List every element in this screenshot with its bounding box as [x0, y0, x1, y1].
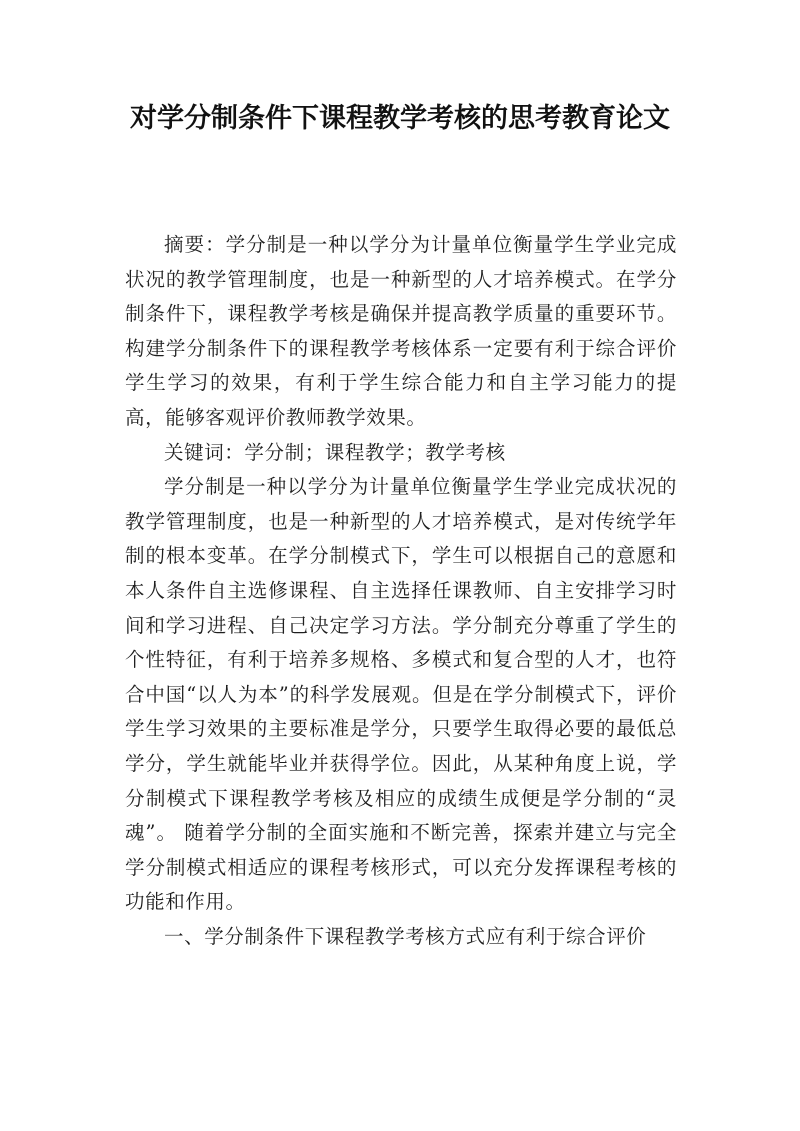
section-heading-1: 一、学分制条件下课程教学考核方式应有利于综合评价 — [164, 924, 647, 948]
intro-paragraph: 学分制是一种以学分为计量单位衡量学生学业完成状况的教学管理制度，也是一种新型的人才培养模式，是对传统学年制的根本变革。在学分制模式下，学生可以根据自己的意愿和本人条件自主选修课程、自主选择任课教师、自主安排学习时间和学习进程、自己决定学习方法。学分制充分尊重了学生的个性特征，有利于培养多规格、多模式和复合型的人才，也符合中国“以人为本”的科学发展观。但是在学分制模式下，评价学生学习效果的主要标准是学分，只要学生取得必要的最低总学分，学生就能毕业并获得学位。因此，从某种角度上说，学分制模式下课程教学考核及相应的成绩生成便是学分制的“灵魂”。 随着学分制的全面实施和不断完善，探索并建立与完全学分制模式相适应的课程考核形式，可以充分发挥课程考核的功能和作用。 — [125, 475, 677, 914]
keywords-paragraph: 关键词：学分制；课程教学；教学考核 — [164, 440, 506, 464]
document-body — [125, 228, 677, 954]
abstract-paragraph: 摘要：学分制是一种以学分为计量单位衡量学生学业完成状况的教学管理制度，也是一种新型的人才培养模式。在学分制条件下，课程教学考核是确保并提高教学质量的重要环节。构建学分制条件下的课程教学考核体系一定要有利于综合评价学生学习的效果，有利于学生综合能力和自主学习能力的提高，能够客观评价教师教学效果。 — [125, 233, 677, 429]
document-title: 对学分制条件下课程教学考核的思考教育论文 — [130, 103, 670, 134]
